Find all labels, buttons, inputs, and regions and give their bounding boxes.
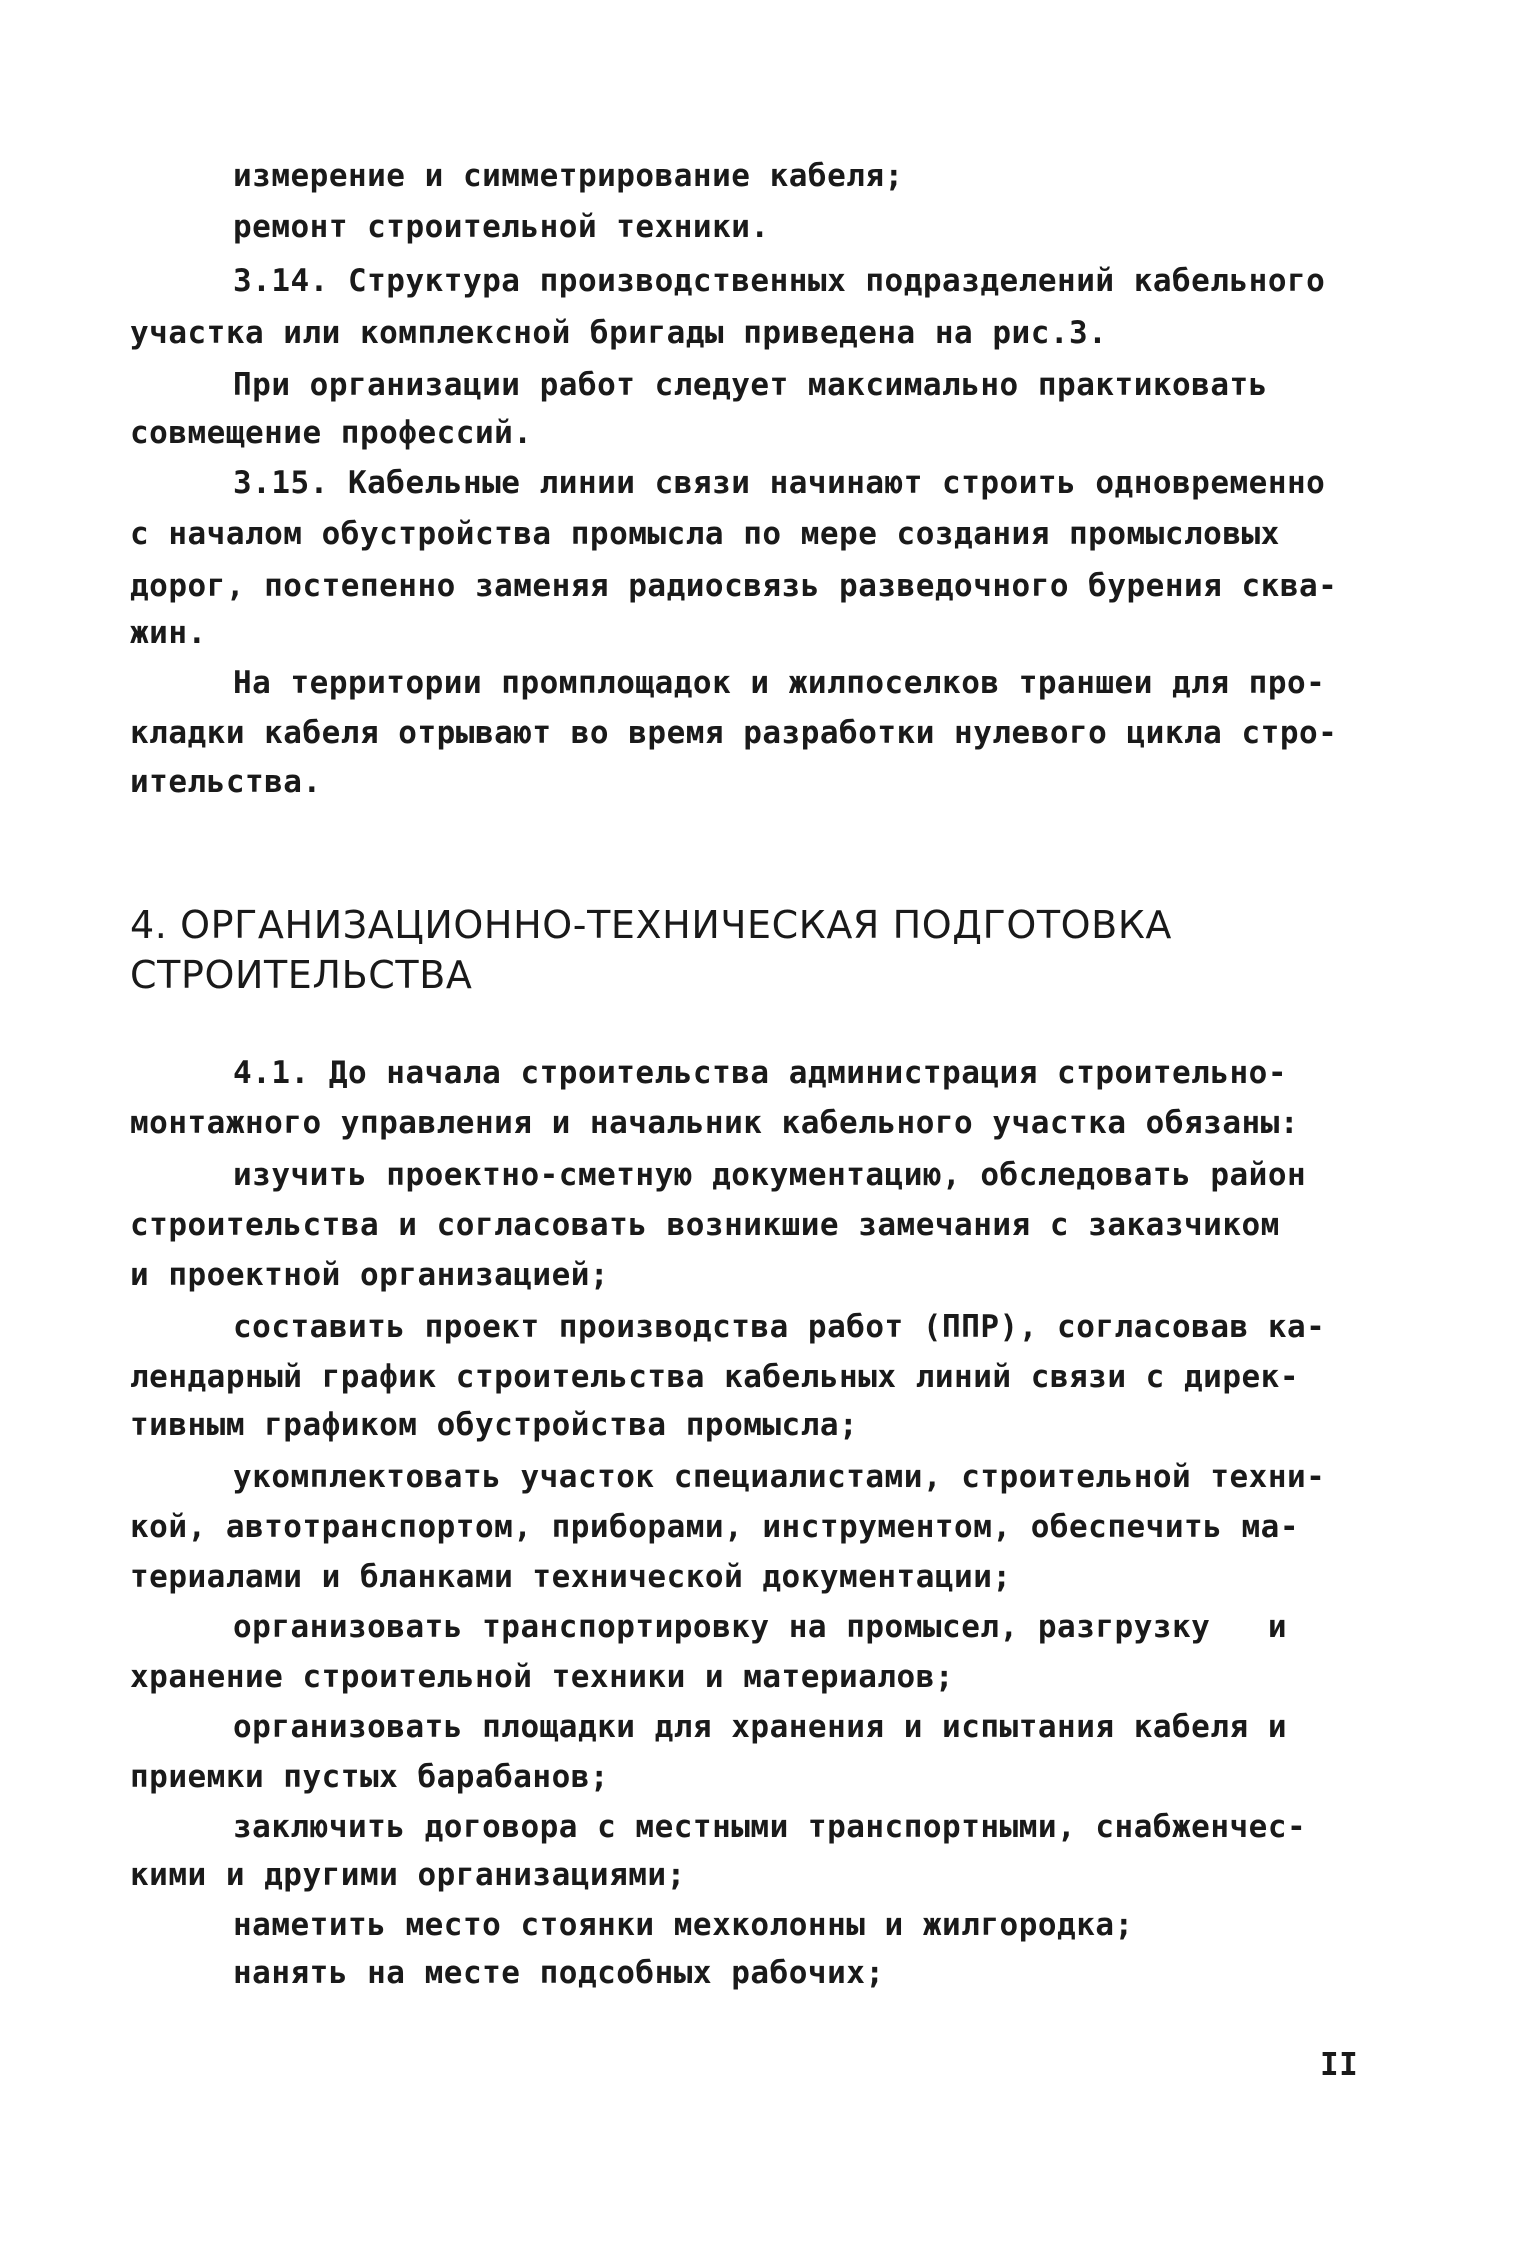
text-line: с началом обустройства промысла по мере создания промысловых bbox=[130, 516, 1280, 552]
text-line: приемки пустых барабанов; bbox=[130, 1759, 610, 1795]
text-line: монтажного управления и начальник кабельного участка обязаны: bbox=[130, 1105, 1299, 1141]
text-line: совмещение профессий. bbox=[130, 415, 533, 451]
text-line: изучить проектно-сметную документацию, обследовать район bbox=[233, 1157, 1307, 1193]
text-line: составить проект производства работ (ППР), согласовав ка- bbox=[233, 1309, 1326, 1345]
text-line: тивным графиком обустройства промысла; bbox=[130, 1407, 859, 1443]
text-line: хранение строительной техники и материалов; bbox=[130, 1659, 955, 1695]
text-line: строительства и согласовать возникшие замечания с заказчиком bbox=[130, 1207, 1280, 1243]
text-line: наметить место стоянки мехколонны и жилгородка; bbox=[233, 1907, 1134, 1943]
text-line: заключить договора с местными транспортными, снабженчес- bbox=[233, 1809, 1307, 1845]
text-line: лендарный график строительства кабельных линий связи с дирек- bbox=[130, 1359, 1299, 1395]
text-line: и проектной организацией; bbox=[130, 1257, 610, 1293]
text-line: организовать транспортировку на промысел, разгрузку и bbox=[233, 1609, 1287, 1645]
text-line: жин. bbox=[130, 615, 207, 651]
text-line: На территории промплощадок и жилпоселков траншеи для про- bbox=[233, 665, 1326, 701]
text-line: кими и другими организациями; bbox=[130, 1857, 686, 1893]
text-line: измерение и симметрирование кабеля; bbox=[233, 158, 904, 194]
text-line: 3.14. Структура производственных подразделений кабельного bbox=[233, 263, 1326, 299]
page-number: II bbox=[1320, 2047, 1359, 2083]
text-line: 3.15. Кабельные линии связи начинают строить одновременно bbox=[233, 465, 1326, 501]
text-line: укомплектовать участок специалистами, строительной техни- bbox=[233, 1459, 1326, 1495]
text-line: териалами и бланками технической документации; bbox=[130, 1559, 1012, 1595]
text-line: нанять на месте подсобных рабочих; bbox=[233, 1955, 885, 1991]
text-line: организовать площадки для хранения и испытания кабеля и bbox=[233, 1709, 1287, 1745]
text-line: ительства. bbox=[130, 764, 322, 800]
section-heading: 4. ОРГАНИЗАЦИОННО-ТЕХНИЧЕСКАЯ ПОДГОТОВКА bbox=[130, 903, 1173, 947]
text-line: кладки кабеля отрывают во время разработки нулевого цикла стро- bbox=[130, 715, 1338, 751]
text-line: участка или комплексной бригады приведена на рис.3. bbox=[130, 315, 1108, 351]
text-line: кой, автотранспортом, приборами, инструментом, обеспечить ма- bbox=[130, 1509, 1299, 1545]
text-line: 4.1. До начала строительства администрация строительно- bbox=[233, 1055, 1287, 1091]
text-line: При организации работ следует максимально практиковать bbox=[233, 367, 1268, 403]
text-line: дорог, постепенно заменяя радиосвязь разведочного бурения сква- bbox=[130, 568, 1338, 604]
text-line: ремонт строительной техники. bbox=[233, 209, 770, 245]
section-heading: СТРОИТЕЛЬСТВА bbox=[130, 953, 473, 997]
